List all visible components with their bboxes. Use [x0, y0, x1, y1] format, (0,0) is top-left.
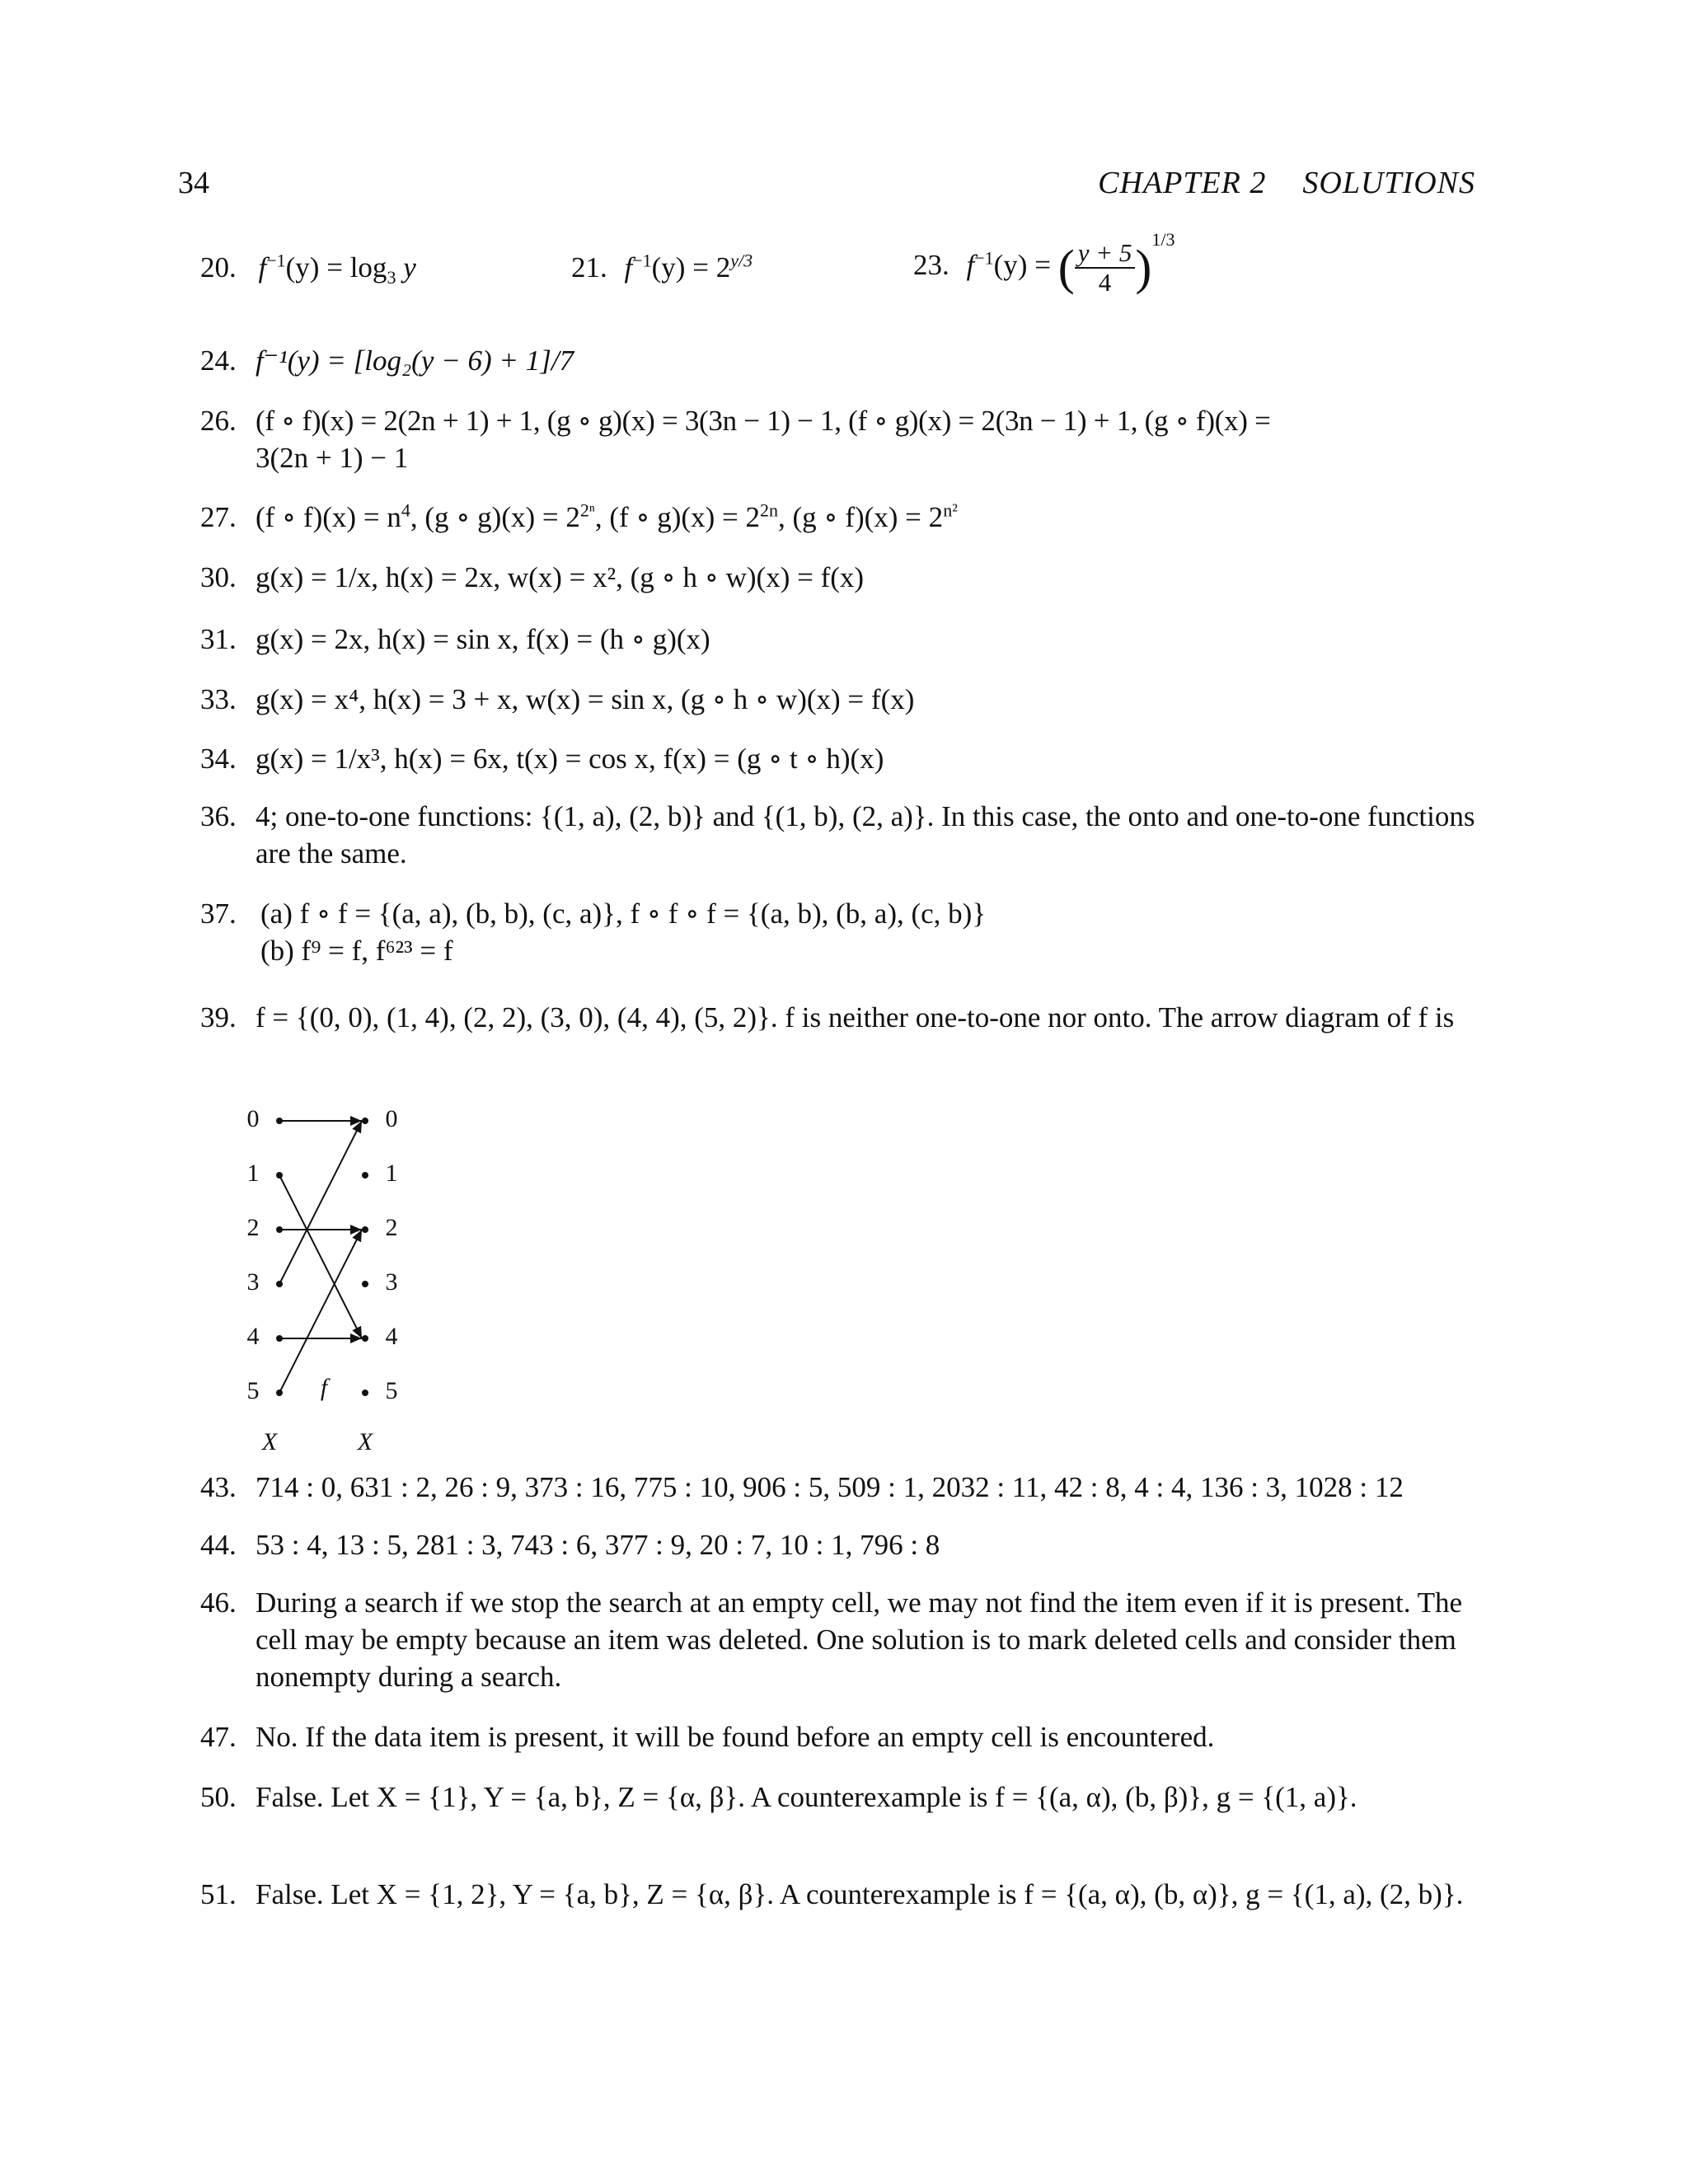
problem-number: 46.	[200, 1586, 237, 1619]
domain-label: 3	[246, 1268, 260, 1296]
equation-text: y	[396, 251, 416, 284]
inverse-exponent: −1	[974, 247, 994, 269]
codomain-label: 1	[385, 1159, 398, 1187]
domain-label: 1	[246, 1159, 260, 1187]
running-head	[1098, 165, 1475, 201]
problem-answer: No. If the data item is present, it will be found before an empty cell is encountered.	[256, 1721, 1215, 1753]
chapter-label: CHAPTER 2	[1098, 166, 1267, 200]
problem-number: 31.	[200, 623, 237, 655]
codomain-label: 3	[385, 1268, 398, 1296]
function-name: f	[624, 251, 633, 284]
problem-47	[200, 1718, 1475, 1755]
codomain-set-label: X	[357, 1427, 373, 1451]
log-base: 3	[387, 267, 396, 288]
problem-20	[200, 250, 416, 288]
problem-31	[200, 621, 1475, 658]
problem-answer: g(x) = x⁴, h(x) = 3 + x, w(x) = sin x, (g ∘ h ∘ w)(x) = f(x)	[256, 683, 915, 715]
equation-text: , (f ∘ g)(x) = 2	[594, 501, 760, 533]
problem-answer: g(x) = 2x, h(x) = sin x, f(x) = (h ∘ g)(x)	[256, 623, 710, 655]
function-name: f	[258, 251, 267, 284]
problem-46	[200, 1584, 1475, 1695]
problem-37	[200, 895, 1475, 969]
problem-44	[200, 1526, 1475, 1563]
exponent: 2n	[760, 499, 778, 521]
codomain-point	[362, 1390, 368, 1396]
equation-text: (y) =	[993, 249, 1051, 282]
problem-number: 37.	[200, 898, 237, 930]
codomain-point	[362, 1281, 368, 1287]
exponent: 4	[401, 499, 410, 521]
problem-answer	[256, 895, 1475, 969]
equation-text: , (g ∘ g)(x) = 2	[410, 501, 580, 533]
domain-label: 2	[246, 1213, 260, 1241]
inverse-exponent: −1	[266, 250, 286, 271]
answer-line: 3(2n + 1) − 1	[256, 442, 409, 474]
problem-number: 39.	[200, 1001, 237, 1033]
sub-answer-a: (a) f ∘ f = {(a, a), (b, b), (c, a)}, f ∘ f ∘ f = {(a, b), (b, a), (c, b)}	[260, 898, 987, 930]
problem-number: 47.	[200, 1721, 237, 1753]
problem-34	[200, 740, 1475, 777]
codomain-label: 0	[385, 1104, 398, 1132]
problem-23: 23. $f^{-1}(y)$ = ( $\frac{y + 5}{4}$ )$^{1/3}$	[913, 229, 1175, 297]
inverse-exponent: −1	[632, 250, 652, 271]
problem-50	[200, 1779, 1475, 1816]
fraction	[1075, 239, 1136, 297]
problem-answer: False. Let X = {1}, Y = {a, b}, Z = {α, β}. A counterexample is f = {(a, α), (b, β)}, g = {(1, a)}.	[256, 1781, 1357, 1813]
arrow-diagram	[233, 1096, 431, 1451]
problem-51	[200, 1876, 1475, 1913]
numerator: y + 5	[1075, 239, 1136, 269]
function-name: f	[966, 249, 975, 282]
equation-text: (f ∘ f)(x) = n	[256, 501, 401, 533]
problem-answer: g(x) = 1/x³, h(x) = 6x, t(x) = cos x, f(x) = (g ∘ t ∘ h)(x)	[256, 743, 884, 775]
problem-30	[200, 559, 1475, 596]
mapping-arrow	[279, 1230, 362, 1393]
codomain-label: 4	[385, 1322, 398, 1350]
exponent: y/3	[730, 250, 753, 271]
problem-number: 33.	[200, 683, 237, 715]
sub-answer-b: (b) f⁹ = f, f⁶²³ = f	[260, 935, 453, 967]
codomain-point	[362, 1226, 368, 1233]
section-label: SOLUTIONS	[1302, 166, 1475, 200]
problem-answer	[256, 402, 1475, 476]
problem-36	[200, 798, 1475, 872]
problem-number: 21.	[571, 251, 607, 284]
codomain-point	[362, 1172, 368, 1179]
mapping-arrow	[279, 1175, 362, 1338]
denominator: 4	[1098, 268, 1112, 297]
problem-27	[200, 499, 1475, 536]
problem-number: 44.	[200, 1529, 237, 1561]
problem-answer: During a search if we stop the search at an empty cell, we may not find the item even if it is present. The cell may be empty because an item was deleted. One solution is to mark deleted cells and consider them nonempty during a search.	[256, 1586, 1463, 1693]
domain-label: 4	[246, 1322, 260, 1350]
problem-answer: 714 : 0, 631 : 2, 26 : 9, 373 : 16, 775 : 10, 906 : 5, 509 : 1, 2032 : 11, 42 : 8, 4 : 4, 136 : 3, 1028 : 12	[256, 1471, 1404, 1503]
problem-number: 34.	[200, 743, 237, 775]
problem-number: 26.	[200, 405, 237, 437]
codomain-point	[362, 1118, 368, 1124]
problem-number: 43.	[200, 1471, 237, 1503]
function-label: f	[320, 1373, 328, 1401]
problem-number: 51.	[200, 1878, 237, 1910]
answer-line: (f ∘ f)(x) = 2(2n + 1) + 1, (g ∘ g)(x) = 3(3n − 1) − 1, (f ∘ g)(x) = 2(3n − 1) + 1, (g ∘ f)(x) =	[256, 405, 1271, 437]
page-number: 34	[178, 166, 209, 200]
exponent: 2ⁿ	[579, 499, 595, 521]
problem-number: 30.	[200, 561, 237, 593]
problem-number: 27.	[200, 501, 237, 533]
equation-text: (y) = 2	[651, 251, 731, 284]
problem-number: 36.	[200, 800, 237, 832]
domain-label: 0	[246, 1104, 260, 1132]
exponent: n²	[943, 499, 958, 521]
problem-answer: False. Let X = {1, 2}, Y = {a, b}, Z = {α, β}. A counterexample is f = {(a, α), (b, α)}, g = {(1, a), (2, b)}.	[256, 1878, 1464, 1910]
problem-24	[200, 342, 1475, 379]
problem-answer: f⁻¹(y) = [log₂(y − 6) + 1]/7	[256, 344, 574, 377]
problem-number: 24.	[200, 344, 237, 377]
problem-39	[200, 999, 1475, 1036]
problem-number: 20.	[200, 251, 237, 284]
equation-text: , (g ∘ f)(x) = 2	[778, 501, 944, 533]
domain-label: 5	[246, 1376, 260, 1404]
problem-26	[200, 402, 1475, 476]
codomain-point	[362, 1335, 368, 1342]
problem-number: 23.	[913, 249, 950, 282]
problem-43	[200, 1469, 1475, 1506]
problem-33	[200, 681, 1475, 718]
problem-number: 50.	[200, 1781, 237, 1813]
problem-answer	[256, 499, 1475, 536]
equation-text: (y) = log	[285, 251, 387, 284]
codomain-label: 2	[385, 1213, 398, 1241]
mapping-arrow	[279, 1121, 362, 1284]
exponent: 1/3	[1151, 229, 1175, 251]
codomain-label: 5	[385, 1376, 398, 1404]
problem-answer: 53 : 4, 13 : 5, 281 : 3, 743 : 6, 377 : 9, 20 : 7, 10 : 1, 796 : 8	[256, 1529, 940, 1561]
problem-21	[571, 251, 753, 284]
domain-set-label: X	[261, 1427, 278, 1451]
problem-answer: g(x) = 1/x, h(x) = 2x, w(x) = x², (g ∘ h ∘ w)(x) = f(x)	[256, 561, 865, 593]
problem-answer: f = {(0, 0), (1, 4), (2, 2), (3, 0), (4, 4), (5, 2)}. f is neither one-to-one nor onto. The arrow diagram of f is	[256, 1001, 1455, 1033]
problem-answer: 4; one-to-one functions: {(1, a), (2, b)} and {(1, b), (2, a)}. In this case, the onto and one-to-one functions are the same.	[256, 800, 1475, 869]
